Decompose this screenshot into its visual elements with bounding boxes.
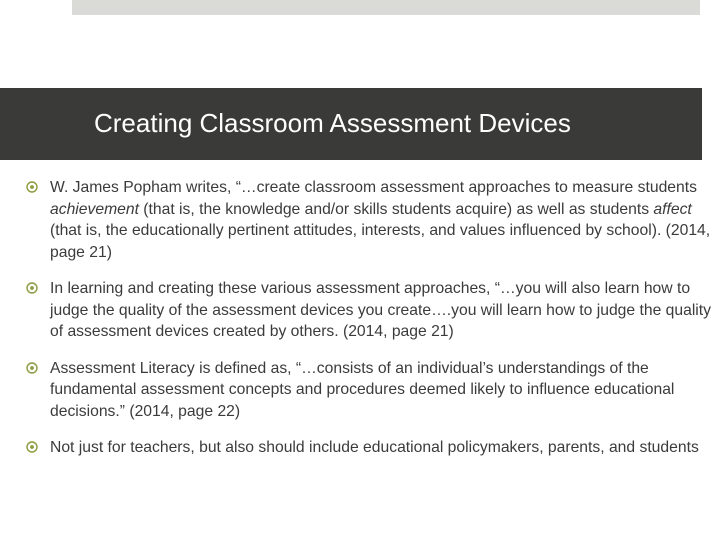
emphasis-affect: affect [653, 200, 692, 218]
bullet-item [26, 177, 716, 263]
target-bullet-icon [26, 362, 38, 374]
bullet-text: In learning and creating these various assessment approaches, “…you will also learn how to judge the quality of the assessment devices you create….you will learn how to judge the quality of assessment devices created by others. (2014, page 21) [50, 280, 711, 340]
bullet-text-part: (that is, the knowledge and/or skills students acquire) as well as students [138, 200, 654, 218]
target-bullet-icon [26, 441, 38, 453]
bullet-text-part: (that is, the educationally pertinent attitudes, interests, and values influenced by school). (2014, page 21) [50, 222, 711, 261]
bullet-text-part: W. James Popham writes, “…create classroom assessment approaches to measure students [50, 179, 697, 196]
top-accent-bar [72, 0, 700, 15]
target-bullet-icon [26, 181, 38, 193]
target-bullet-icon [26, 282, 38, 294]
emphasis-achievement: achievement [50, 200, 139, 218]
bullet-text [50, 179, 710, 261]
bullet-text: Not just for teachers, but also should include educational policymakers, parents, and students [50, 439, 699, 456]
bullet-text: Assessment Literacy is defined as, “…consists of an individual’s understandings of the fundamental assessment concepts and procedures deemed likely to influence educational decisions.” (2014, page 22) [50, 359, 675, 420]
bullet-item [26, 437, 716, 459]
bullet-list [26, 177, 716, 474]
bullet-item [26, 358, 716, 423]
slide-title: Creating Classroom Assessment Devices [94, 108, 571, 138]
bullet-item [26, 278, 716, 343]
